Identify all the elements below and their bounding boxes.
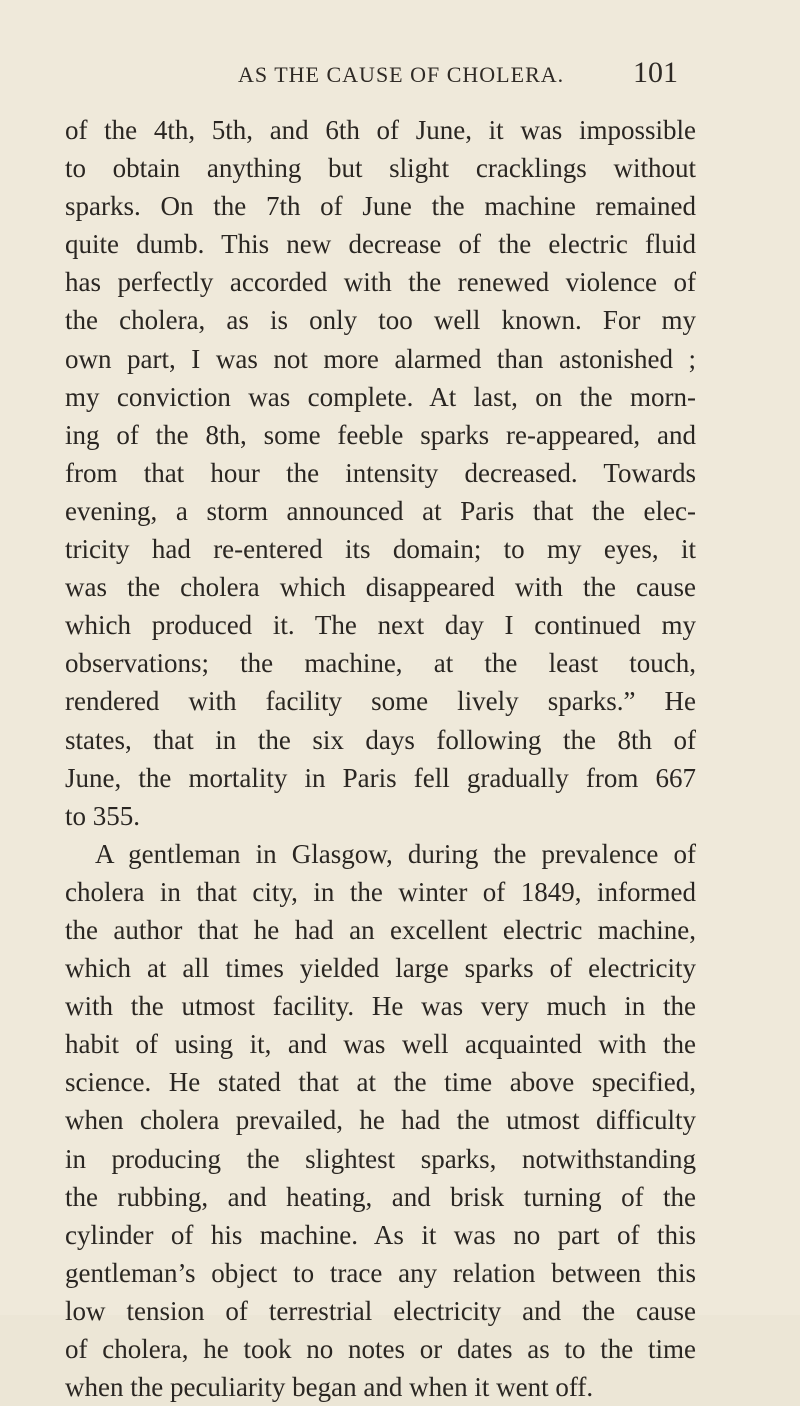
text-line: when cholera prevailed, he had the utmost difficulty [65,1105,696,1136]
text-line: of cholera, he took no notes or dates as to the time [65,1334,696,1364]
text-line: to obtain anything but slight cracklings without [65,153,696,184]
text-line: has perfectly accorded with the renewed violence of [65,267,696,298]
page-number: 101 [633,56,678,89]
running-title: AS THE CAUSE OF CHOLERA. [238,62,565,87]
text-line: sparks. On the 7th of June the machine remained [65,191,696,222]
text-line: quite dumb. This new decrease of the electric fluid [65,229,696,260]
paragraph-first-line: A gentleman in Glasgow, during the prevalence of [95,838,696,869]
text-line: which produced it. The next day I continued my [65,610,696,641]
text-line: observations; the machine, at the least touch, [65,648,696,679]
text-line: cylinder of his machine. As it was no part of this [65,1219,696,1250]
text-line: habit of using it, and was well acquainted with the [65,1029,696,1060]
text-line: with the utmost facility. He was very much in the [65,991,696,1022]
text-line: was the cholera which disappeared with the cause [65,572,696,603]
text-line: the cholera, as is only too well known. For my [65,305,696,336]
paragraph-end-line: to 355. [65,800,141,831]
body-text [65,111,696,1406]
text-line: from that hour the intensity decreased. Towards [65,457,696,488]
text-line: my conviction was complete. At last, on the morn- [65,381,696,412]
text-line: own part, I was not more alarmed than astonished ; [65,343,696,374]
text-line: low tension of terrestrial electricity and the cause [65,1295,696,1326]
text-line: of the 4th, 5th, and 6th of June, it was impossible [65,115,696,145]
running-head [0,56,800,96]
text-line: in producing the slightest sparks, notwithstanding [65,1143,696,1174]
text-line: gentleman’s object to trace any relation between this [65,1257,696,1288]
text-line: the rubbing, and heating, and brisk turning of the [65,1181,696,1212]
text-line: cholera in that city, in the winter of 1849, informed [65,876,696,907]
text-line: ing of the 8th, some feeble sparks re-appeared, and [65,419,696,450]
text-line: rendered with facility some lively sparks.” He [65,686,696,717]
paragraph-end-line: when the peculiarity began and when it went off. [65,1372,594,1403]
text-line: tricity had re-entered its domain; to my eyes, it [65,534,696,565]
text-line: which at all times yielded large sparks of electricity [65,953,696,984]
text-line: evening, a storm announced at Paris that the elec- [65,495,696,526]
text-line: states, that in the six days following the 8th of [65,724,696,755]
text-line: June, the mortality in Paris fell gradually from 667 [65,762,696,793]
text-line: the author that he had an excellent electric machine, [65,914,696,945]
text-line: science. He stated that at the time above specified, [65,1067,696,1098]
